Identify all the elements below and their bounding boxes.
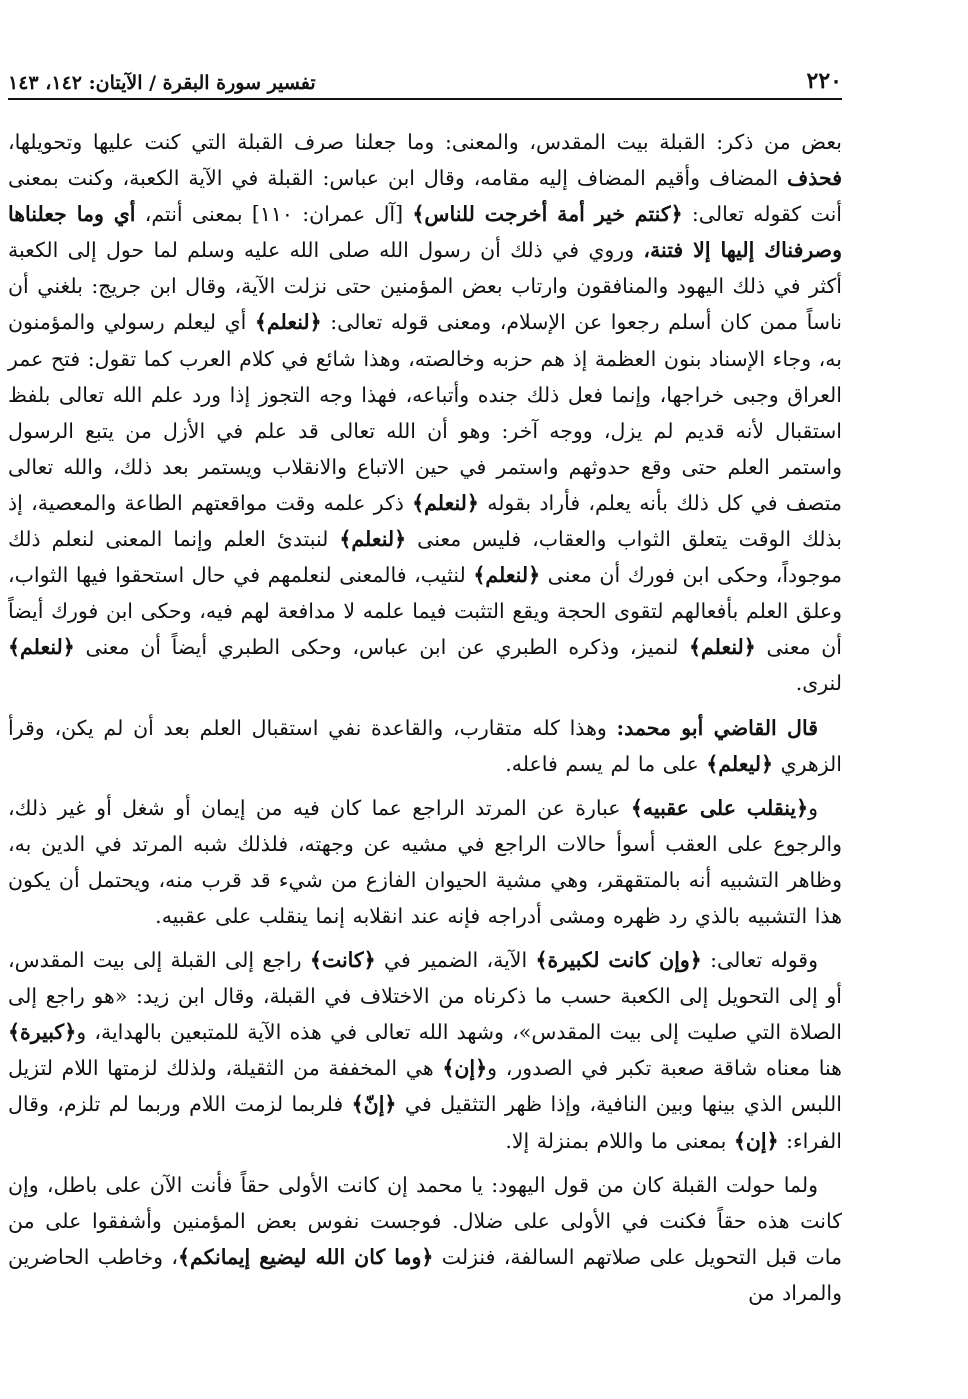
text-segment: عبارة عن المرتد الراجع عما كان فيه من إيمان أو شغل أو غير ذلك، والرجوع على العقب أسوأ حالات الراجع في مشيه عن وجهته، فلذلك شبه المرتد في الدين به، وظاهر التشبيه أنه بالمتقهقر، وهي مشية الحيوان الفازع من شيء قد قرب منه، ويحتمل أن يكون هذا التشبيه بالذي رد ظهره ومشى أدراجه فإنه عند انقلابه إنما ينقلب على عقبيه. [8, 795, 842, 928]
emphasized-text: فحذف [786, 166, 842, 191]
paragraph [8, 1167, 842, 1311]
paragraph [8, 710, 842, 782]
text-segment: لنثيب، فالمعنى لنعلمهم في حال استحقوا فيها الثواب، وعلق العلم بأفعالهم لتقوى الحجة ويقع التثبت فيما علمه لا مدافعة لهم فيه، وحكى ابن فورك أيضاً أن معنى [8, 563, 842, 660]
text-body [8, 124, 842, 1311]
emphasized-text: أي وما جعلناها وصرفناك إليها إلا فتنة، [8, 202, 842, 263]
page-number: ٢٢٠ [806, 68, 842, 94]
emphasized-text: ﴿وما كان الله ليضيع إيمانكم﴾ [178, 1244, 434, 1269]
text-segment: فلربما لزمت اللام وربما لم تلزم، وقال الفراء: [8, 1092, 842, 1153]
emphasized-text: ﴿إنّ﴾ [351, 1092, 397, 1117]
emphasized-text: ﴿إن﴾ [733, 1128, 779, 1153]
emphasized-text: ﴿ليعلم﴾ [706, 751, 774, 776]
text-segment: وروي في ذلك أن رسول الله صلى الله عليه وسلم لما حول إلى الكعبة أكثر في ذلك اليهود والمنافقون وارتاب بعض المؤمنين حتى نزلت الآية، وقال ابن جريج: بلغني أن ناساً ممن كان أسلم رجعوا عن الإسلام، ومعنى قوله تعالى: [8, 238, 843, 335]
text-segment: لنميز، وذكره الطبري عن ابن عباس، وحكى الطبري أيضاً أن معنى [74, 635, 689, 660]
emphasized-text: قال القاضي أبو محمد: [616, 715, 818, 740]
text-segment: راجع إلى القبلة إلى بيت المقدس، أو إلى التحويل إلى الكعبة حسب ما ذكرناه من الاختلاف في القبلة، وقال ابن زيد: «هو راجع إلى الصلاة التي صليت إلى بيت المقدس»، وشهد الله تعالى في هذه الآية للمتبعين بالهداية، و [8, 948, 842, 1045]
text-segment: ولما حولت القبلة كان من قول اليهود: يا محمد إن كانت الأولى حقاً فأنت الآن على باطل، وإن كانت هذه حقاً فكنت في الأولى على ضلال. فوجست نفوس بعض المؤمنين وأشفقوا على من مات قبل التحويل على صلاتهم السالفة، فنزلت [8, 1172, 842, 1269]
page-header [8, 64, 842, 100]
emphasized-text: ﴿لنعلم﴾ [339, 527, 407, 552]
paragraph [8, 942, 842, 1159]
emphasized-text: ﴿كبيرة﴾ [8, 1020, 77, 1045]
text-segment: لنبتدئ العلم وإنما المعنى لنعلم ذلك موجوداً، وحكى ابن فورك أن معنى [8, 527, 842, 588]
emphasized-text: ﴿لنعلم﴾ [8, 635, 75, 660]
text-segment: لنرى. [795, 671, 842, 696]
text-segment: المضاف وأقيم المضاف إليه مقامه، وقال ابن عباس: القبلة في الآية الكعبة، وكنت بمعنى أنت كقوله تعالى: [8, 166, 842, 227]
text-segment: هنا معناه شاقة صعبة تكبر في الصدور، و [487, 1056, 842, 1081]
text-segment: ذكر علمه وقت مواقعتهم الطاعة والمعصية، إذ بذلك الوقت يتعلق الثواب والعقاب، فليس معنى [8, 490, 842, 552]
paragraph [8, 790, 842, 934]
text-segment: و [808, 795, 819, 820]
emphasized-text: ﴿لنعلم﴾ [473, 563, 541, 588]
text-segment: بمعنى ما واللام بمنزلة إلا. [505, 1128, 734, 1153]
emphasized-text: ﴿لنعلم﴾ [412, 490, 479, 515]
emphasized-text: ﴿لنعلم﴾ [254, 310, 322, 335]
text-segment: الآية، الضمير في [375, 948, 536, 973]
text-segment: بعض من ذكر: القبلة بيت المقدس، والمعنى: وما جعلنا صرف القبلة التي كنت عليها وتحويلها، [8, 130, 842, 154]
paragraph [8, 124, 842, 702]
text-segment: ، وخاطب الحاضرين والمراد من [8, 1244, 842, 1305]
text-segment: [آل عمران: ١١٠] بمعنى أنتم، [135, 202, 413, 227]
text-segment: هي المخففة من الثقيلة، ولذلك لزمتها اللام لتزيل اللبس الذي بينها وبين النافية، وإذا ظهر التثقيل في [8, 1056, 843, 1117]
running-title: تفسير سورة البقرة / الآيتان: ١٤٢، ١٤٣ [8, 72, 316, 94]
text-segment: أي ليعلم رسولي والمؤمنون به، وجاء الإسناد بنون العظمة إذ هم حزبه وخالصته، وهذا شائع في كلام العرب كما تقول: فتح عمر العراق وجبى خراجها، وإنما فعل ذلك جنده وأتباعه، فهذا وجه التجوز إذا ورد علم الله تعالى بلفظ استقبال لأنه قديم لم يزل، ووجه آخر: وهو أن الله تعالى قد علم في الأزل من يتبع الرسول واستمر العلم حتى وقع حدوثهم واستمر في حين الاتباع والانقلاب ويستمر بعد ذلك، والله تعالى متصف في كل ذلك بأنه يعلم، فأراد بقوله [8, 310, 842, 515]
header-rule [316, 96, 789, 98]
emphasized-text: ﴿وإن كانت لكبيرة﴾ [535, 948, 702, 973]
emphasized-text: ﴿كانت﴾ [309, 948, 376, 973]
text-segment: على ما لم يسم فاعله. [505, 751, 707, 776]
text-segment: وقوله تعالى: [701, 948, 818, 973]
emphasized-text: ﴿إن﴾ [442, 1056, 488, 1081]
emphasized-text: ﴿ينقلب على عقبيه﴾ [630, 795, 809, 820]
emphasized-text: ﴿لنعلم﴾ [689, 635, 756, 660]
emphasized-text: ﴿كنتم خير أمة أخرجت للناس﴾ [412, 202, 683, 227]
text-segment: وهذا كله متقارب، والقاعدة نفي استقبال العلم بعد أن لم يكن، وقرأ الزهري [8, 715, 842, 776]
